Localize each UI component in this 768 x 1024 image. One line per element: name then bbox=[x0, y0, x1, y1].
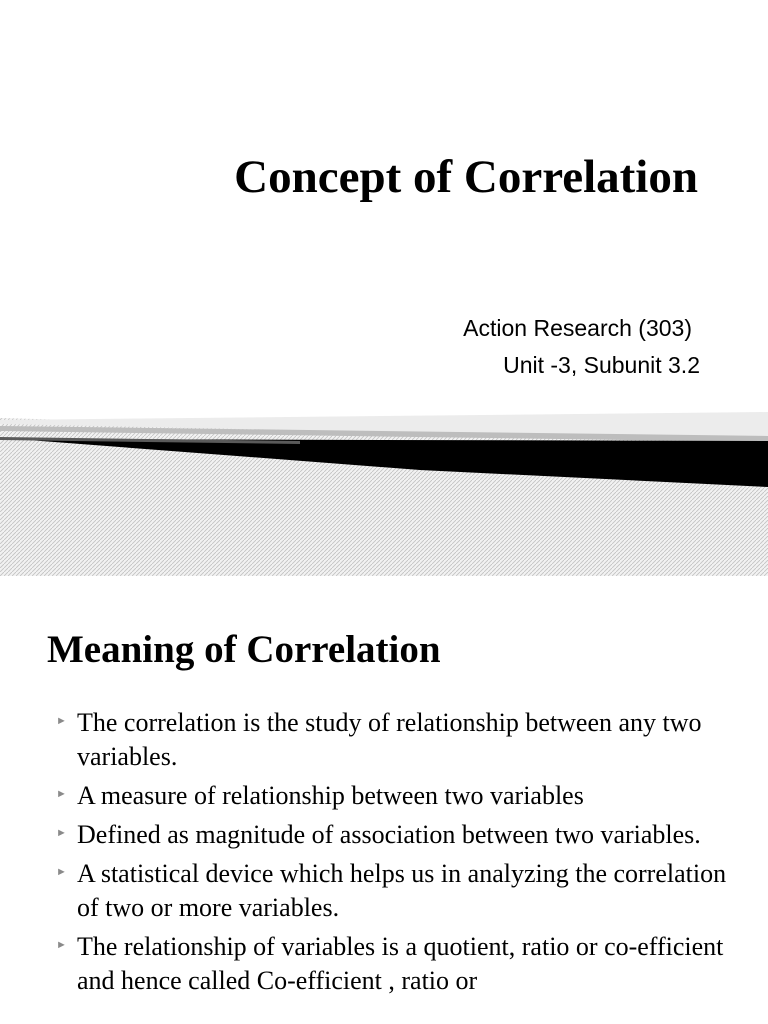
bullet-icon: ► bbox=[56, 866, 67, 878]
list-item bbox=[56, 857, 736, 925]
page-title: Concept of Correlation bbox=[234, 151, 698, 203]
bullet-text: A statistical device which helps us in analyzing the correlation of two or more variables. bbox=[77, 859, 727, 922]
subtitle bbox=[463, 310, 700, 384]
bullet-list bbox=[56, 706, 736, 1003]
bullet-icon: ► bbox=[56, 788, 67, 800]
content-slide bbox=[0, 576, 768, 1024]
bullet-icon: ► bbox=[56, 827, 67, 839]
bullet-text: A measure of relationship between two variables bbox=[77, 781, 584, 810]
bullet-icon: ► bbox=[56, 939, 67, 951]
list-item bbox=[56, 706, 736, 774]
list-item bbox=[56, 930, 736, 998]
bullet-text: Defined as magnitude of association between two variables. bbox=[77, 820, 701, 849]
list-item bbox=[56, 779, 736, 813]
bullet-text: The correlation is the study of relationship between any two variables. bbox=[77, 708, 702, 771]
subtitle-unit: Unit -3, Subunit 3.2 bbox=[503, 352, 700, 378]
section-heading: Meaning of Correlation bbox=[47, 628, 441, 671]
subtitle-course: Action Research (303) bbox=[463, 315, 692, 341]
bullet-icon: ► bbox=[56, 715, 67, 727]
bullet-text: The relationship of variables is a quotient, ratio or co-efficient and hence called Co-efficient , ratio or bbox=[77, 932, 724, 995]
list-item bbox=[56, 818, 736, 852]
